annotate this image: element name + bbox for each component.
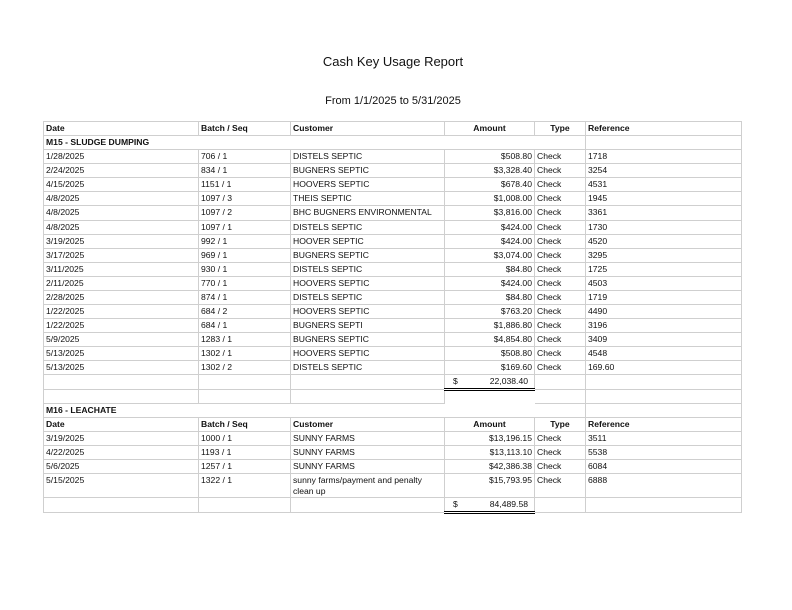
cell-date: 5/6/2025 [44, 460, 199, 474]
section-title: M15 - SLUDGE DUMPING [44, 136, 586, 150]
cell-date: 4/15/2025 [44, 178, 199, 192]
cell-amount: $508.80 [445, 347, 535, 361]
cell-batch: 930 / 1 [199, 263, 291, 277]
cell-date: 4/8/2025 [44, 221, 199, 235]
cell-amount: $3,074.00 [445, 249, 535, 263]
cell-date: 5/15/2025 [44, 474, 199, 498]
cell-reference: 3511 [586, 432, 742, 446]
spacer-cell [291, 390, 445, 404]
cell-customer: DISTELS SEPTIC [291, 221, 445, 235]
cell-batch: 1322 / 1 [199, 474, 291, 498]
table-row [44, 263, 742, 277]
cell-date: 4/8/2025 [44, 192, 199, 206]
spacer-row [44, 390, 742, 404]
cell-customer: BHC BUGNERS ENVIRONMENTAL [291, 206, 445, 221]
cell-type: Check [535, 361, 586, 375]
total-spacer [199, 498, 291, 513]
column-header-date: Date [44, 418, 199, 432]
table-row [44, 235, 742, 249]
cell-amount: $13,113.10 [445, 446, 535, 460]
total-value: 22,038.40 [489, 376, 528, 386]
cell-amount: $424.00 [445, 277, 535, 291]
cell-date: 2/24/2025 [44, 164, 199, 178]
total-spacer [44, 375, 199, 390]
cell-type: Check [535, 192, 586, 206]
cell-reference: 1945 [586, 192, 742, 206]
cell-customer: BUGNERS SEPTI [291, 319, 445, 333]
cell-type: Check [535, 150, 586, 164]
table-row [44, 249, 742, 263]
table-row [44, 319, 742, 333]
table-row [44, 206, 742, 221]
cell-customer: HOOVERS SEPTIC [291, 305, 445, 319]
cell-batch: 684 / 2 [199, 305, 291, 319]
column-header-amount: Amount [445, 418, 535, 432]
cell-date: 1/22/2025 [44, 319, 199, 333]
cell-reference: 5538 [586, 446, 742, 460]
cell-amount: $763.20 [445, 305, 535, 319]
cell-type: Check [535, 221, 586, 235]
cell-type: Check [535, 263, 586, 277]
cell-batch: 1302 / 2 [199, 361, 291, 375]
cell-type: Check [535, 277, 586, 291]
table-row [44, 221, 742, 235]
cell-reference: 1719 [586, 291, 742, 305]
cell-type: Check [535, 319, 586, 333]
report-date-range: From 1/1/2025 to 5/31/2025 [325, 95, 461, 107]
cell-customer: SUNNY FARMS [291, 460, 445, 474]
cell-reference: 1718 [586, 150, 742, 164]
cell-customer: DISTELS SEPTIC [291, 263, 445, 277]
cell-amount: $508.80 [445, 150, 535, 164]
cell-amount: $169.60 [445, 361, 535, 375]
section-header-row [44, 418, 742, 432]
section-total-amount [445, 498, 535, 513]
cell-type: Check [535, 460, 586, 474]
cell-customer: HOOVERS SEPTIC [291, 178, 445, 192]
cell-batch: 684 / 1 [199, 319, 291, 333]
cell-batch: 874 / 1 [199, 291, 291, 305]
cell-amount: $3,328.40 [445, 164, 535, 178]
cell-amount: $678.40 [445, 178, 535, 192]
cell-amount: $15,793.95 [445, 474, 535, 498]
column-header-customer: Customer [291, 122, 445, 136]
total-spacer [586, 498, 742, 513]
section-title-spacer [586, 136, 742, 150]
cell-type: Check [535, 291, 586, 305]
column-header-date: Date [44, 122, 199, 136]
cell-reference: 6084 [586, 460, 742, 474]
section-title-row [44, 404, 742, 418]
cell-date: 2/28/2025 [44, 291, 199, 305]
total-spacer [586, 375, 742, 390]
cell-amount: $42,386.38 [445, 460, 535, 474]
table-row [44, 446, 742, 460]
cell-type: Check [535, 178, 586, 192]
table-row [44, 333, 742, 347]
cell-amount: $424.00 [445, 221, 535, 235]
total-value: 84,489.58 [489, 499, 528, 509]
cell-batch: 969 / 1 [199, 249, 291, 263]
cell-reference: 3295 [586, 249, 742, 263]
cell-batch: 1097 / 1 [199, 221, 291, 235]
total-spacer [199, 375, 291, 390]
cell-date: 3/17/2025 [44, 249, 199, 263]
cell-batch: 1097 / 2 [199, 206, 291, 221]
cell-reference: 1725 [586, 263, 742, 277]
total-spacer [291, 498, 445, 513]
cell-amount: $84.80 [445, 291, 535, 305]
spacer-cell [44, 390, 199, 404]
cell-type: Check [535, 333, 586, 347]
section-title-row [44, 136, 742, 150]
cell-date: 4/22/2025 [44, 446, 199, 460]
cell-reference: 3196 [586, 319, 742, 333]
table-row [44, 305, 742, 319]
cell-customer: HOOVER SEPTIC [291, 235, 445, 249]
cell-type: Check [535, 249, 586, 263]
cell-batch: 1193 / 1 [199, 446, 291, 460]
cell-customer: BUGNERS SEPTIC [291, 249, 445, 263]
cell-batch: 1257 / 1 [199, 460, 291, 474]
total-currency: $ [453, 499, 458, 509]
cell-date: 4/8/2025 [44, 206, 199, 221]
total-spacer [291, 375, 445, 390]
total-spacer [535, 498, 586, 513]
column-header-reference: Reference [586, 418, 742, 432]
section-total-amount [445, 375, 535, 390]
cell-customer: THEIS SEPTIC [291, 192, 445, 206]
table-row [44, 432, 742, 446]
table-row [44, 347, 742, 361]
column-header-type: Type [535, 122, 586, 136]
cell-reference: 4520 [586, 235, 742, 249]
cell-batch: 706 / 1 [199, 150, 291, 164]
cell-reference: 4490 [586, 305, 742, 319]
cell-batch: 1151 / 1 [199, 178, 291, 192]
cell-batch: 1000 / 1 [199, 432, 291, 446]
cell-amount: $84.80 [445, 263, 535, 277]
cell-reference: 4548 [586, 347, 742, 361]
column-header-reference: Reference [586, 122, 742, 136]
spacer-cell [445, 390, 535, 404]
cell-batch: 770 / 1 [199, 277, 291, 291]
cell-customer: DISTELS SEPTIC [291, 150, 445, 164]
cell-date: 3/19/2025 [44, 432, 199, 446]
cell-type: Check [535, 347, 586, 361]
cell-date: 5/13/2025 [44, 347, 199, 361]
cell-amount: $3,816.00 [445, 206, 535, 221]
cell-date: 3/19/2025 [44, 235, 199, 249]
table-row [44, 192, 742, 206]
cell-amount: $4,854.80 [445, 333, 535, 347]
cell-batch: 992 / 1 [199, 235, 291, 249]
cell-reference: 1730 [586, 221, 742, 235]
table-row [44, 150, 742, 164]
column-header-amount: Amount [445, 122, 535, 136]
cell-date: 5/13/2025 [44, 361, 199, 375]
table-row [44, 474, 742, 498]
cell-reference: 4503 [586, 277, 742, 291]
spacer-cell [535, 390, 586, 404]
cell-amount: $1,008.00 [445, 192, 535, 206]
cell-reference: 6888 [586, 474, 742, 498]
cell-customer: SUNNY FARMS [291, 446, 445, 460]
cell-date: 1/28/2025 [44, 150, 199, 164]
cell-type: Check [535, 206, 586, 221]
column-header-batch: Batch / Seq [199, 122, 291, 136]
table-row [44, 460, 742, 474]
cell-reference: 4531 [586, 178, 742, 192]
cell-batch: 1097 / 3 [199, 192, 291, 206]
cell-customer: HOOVERS SEPTIC [291, 277, 445, 291]
cell-amount: $13,196.15 [445, 432, 535, 446]
cell-batch: 1302 / 1 [199, 347, 291, 361]
table-header-row [44, 122, 742, 136]
cell-type: Check [535, 446, 586, 460]
cell-customer: sunny farms/payment and penalty clean up [291, 474, 445, 498]
cell-amount: $424.00 [445, 235, 535, 249]
total-currency: $ [453, 376, 458, 386]
report-title: Cash Key Usage Report [322, 54, 464, 69]
cell-customer: DISTELS SEPTIC [291, 291, 445, 305]
cell-type: Check [535, 432, 586, 446]
column-header-customer: Customer [291, 418, 445, 432]
section-total-row [44, 498, 742, 513]
cell-customer: HOOVERS SEPTIC [291, 347, 445, 361]
cell-customer: BUGNERS SEPTIC [291, 333, 445, 347]
table-row [44, 277, 742, 291]
cell-type: Check [535, 164, 586, 178]
spacer-cell [199, 390, 291, 404]
section-title-spacer [586, 404, 742, 418]
column-header-type: Type [535, 418, 586, 432]
table-row [44, 164, 742, 178]
cell-reference: 3361 [586, 206, 742, 221]
cell-date: 5/9/2025 [44, 333, 199, 347]
table-row [44, 361, 742, 375]
total-spacer [44, 498, 199, 513]
cell-type: Check [535, 235, 586, 249]
cell-reference: 3409 [586, 333, 742, 347]
cell-customer: DISTELS SEPTIC [291, 361, 445, 375]
table-row [44, 291, 742, 305]
spacer-cell [586, 390, 742, 404]
section-total-row [44, 375, 742, 390]
cell-amount: $1,886.80 [445, 319, 535, 333]
section-title: M16 - LEACHATE [44, 404, 586, 418]
cell-batch: 1283 / 1 [199, 333, 291, 347]
cell-date: 2/11/2025 [44, 277, 199, 291]
cell-type: Check [535, 474, 586, 498]
total-spacer [535, 375, 586, 390]
cell-reference: 3254 [586, 164, 742, 178]
cell-reference: 169.60 [586, 361, 742, 375]
cell-customer: BUGNERS SEPTIC [291, 164, 445, 178]
cell-customer: SUNNY FARMS [291, 432, 445, 446]
table-row [44, 178, 742, 192]
cell-type: Check [535, 305, 586, 319]
column-header-batch: Batch / Seq [199, 418, 291, 432]
cell-date: 1/22/2025 [44, 305, 199, 319]
cell-batch: 834 / 1 [199, 164, 291, 178]
usage-table [43, 121, 742, 514]
cell-date: 3/11/2025 [44, 263, 199, 277]
